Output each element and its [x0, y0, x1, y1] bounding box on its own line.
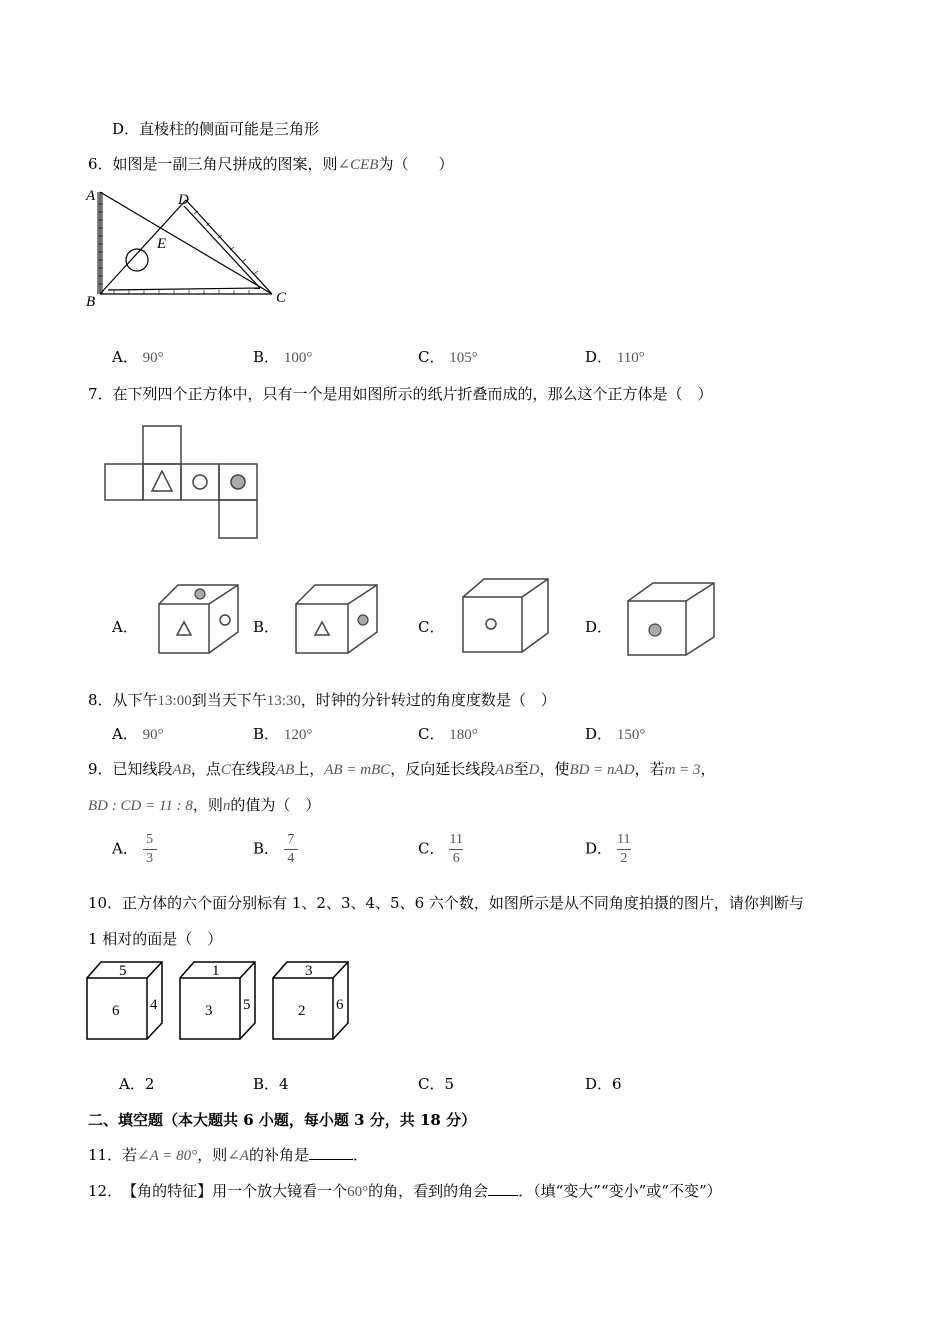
q7-net-figure — [104, 426, 264, 541]
q7-cube-b[interactable] — [295, 584, 381, 656]
q9-option-d[interactable]: D． $\frac{11}{2}$ — [585, 832, 631, 866]
q9-stem-line2: BD : CD = 11 : 8，则n的值为（ ） — [88, 796, 321, 814]
q6-option-b[interactable]: B． 100° — [253, 348, 313, 366]
q8-option-c[interactable]: C． 180° — [418, 725, 478, 743]
q7-cube-d[interactable] — [627, 582, 717, 658]
q10-cube1-top: 5 — [119, 963, 127, 979]
q10-stem-line2: 1 相对的面是（ ） — [88, 930, 223, 948]
q12-answer-blank[interactable] — [488, 1181, 518, 1196]
triangle-icon — [177, 622, 191, 635]
q10-cube2-side: 5 — [243, 997, 251, 1013]
q10-option-d[interactable]: D．6 — [585, 1075, 622, 1093]
q10-option-c[interactable]: C．5 — [418, 1075, 455, 1093]
section2-title: 二、填空题（本大题共 6 小题，每小题 3 分，共 18 分） — [88, 1111, 477, 1129]
q10-option-b[interactable]: B．4 — [253, 1075, 289, 1093]
q7-option-a[interactable]: A． — [112, 618, 138, 636]
q10-cube2-front: 3 — [205, 1003, 213, 1019]
q7-cube-a[interactable] — [158, 584, 242, 656]
q9-option-c[interactable]: C． $\frac{11}{6}$ — [418, 832, 463, 866]
q11-stem: 11．若∠A = 80°，则∠A的补角是 ． — [88, 1146, 368, 1164]
filled-circle-icon — [649, 624, 661, 636]
q7-option-d[interactable]: D． — [585, 618, 613, 636]
q6-stem — [88, 154, 453, 175]
q10-cube2-top: 1 — [212, 963, 220, 979]
q10-cube1-side: 4 — [150, 997, 158, 1013]
triangle-icon — [152, 471, 172, 491]
q10-cubes-figure — [86, 960, 356, 1042]
circle-icon — [486, 619, 496, 629]
fraction: $\frac{11}{6}$ — [449, 832, 463, 866]
q8-option-a[interactable]: A． 90° — [112, 725, 164, 743]
q6-label-d: D — [178, 192, 189, 208]
filled-circle-icon — [358, 615, 368, 625]
circle-icon — [193, 475, 207, 489]
triangle-icon — [315, 622, 329, 635]
q8-option-d[interactable]: D． 150° — [585, 725, 646, 743]
q7-option-c[interactable]: C． — [418, 618, 445, 636]
circle-icon — [220, 615, 230, 625]
q6-option-d[interactable]: D． 110° — [585, 348, 645, 366]
q7-stem: 7．在下列四个正方体中，只有一个是用如图所示的纸片折叠而成的，那么这个正方体是（ ） — [88, 385, 713, 403]
fraction: $\frac{11}{2}$ — [617, 832, 631, 866]
q6-ruler-ticks — [98, 204, 258, 294]
q5-option-d: D．直棱柱的侧面可能是三角形 — [112, 120, 320, 138]
q8-stem: 8．从下午13:00到当天下午13:30，时钟的分针转过的角度度数是（ ） — [88, 691, 556, 709]
q7-cube-c[interactable] — [462, 578, 552, 654]
q9-stem-line1: 9．已知线段AB，点C在线段AB上，AB = mBC，反向延长线段AB至D，使BD = nAD，若m = 3， — [88, 760, 716, 778]
q7-option-b[interactable]: B． — [253, 618, 280, 636]
q10-cube1-front: 6 — [112, 1003, 120, 1019]
q10-cube3-side: 6 — [336, 997, 344, 1013]
q10-stem-line1: 10．正方体的六个面分别标有 1、2、3、4、5、6 六个数，如图所示是从不同角度拍摄的图片，请你判断与 — [88, 894, 804, 912]
filled-circle-icon — [195, 589, 205, 599]
q6-option-c[interactable]: C． 105° — [418, 348, 478, 366]
q6-suffix: 为（ ） — [378, 155, 454, 173]
q11-answer-blank[interactable] — [309, 1145, 353, 1160]
q6-angle-expr: ∠CEB — [337, 157, 379, 173]
q6-prefix: 6．如图是一副三角尺拼成的图案，则 — [88, 155, 338, 173]
filled-circle-icon — [231, 475, 245, 489]
q6-label-a: A — [86, 188, 96, 204]
fraction: $\frac{7}{4}$ — [284, 832, 298, 867]
q9-option-b[interactable]: B． $\frac{7}{4}$ — [253, 832, 298, 867]
q6-triangle-figure — [84, 184, 294, 309]
q8-option-b[interactable]: B． 120° — [253, 725, 313, 743]
q10-cube3-front: 2 — [298, 1003, 306, 1019]
q12-stem: 12． 【角的特征】用一个放大镜看一个60°的角，看到的角会 ．（填“变大”“变小”或“不变”） — [88, 1182, 722, 1200]
q9-option-a[interactable]: A． $\frac{5}{3}$ — [112, 832, 157, 867]
q10-option-a[interactable]: A．2 — [119, 1075, 155, 1093]
q10-cube3-top: 3 — [305, 963, 313, 979]
q6-option-a[interactable]: A． 90° — [112, 348, 164, 366]
fraction: $\frac{5}{3}$ — [143, 832, 157, 867]
q6-label-b: B — [86, 294, 96, 310]
q6-label-c: C — [276, 290, 287, 306]
q6-label-e: E — [157, 236, 167, 252]
